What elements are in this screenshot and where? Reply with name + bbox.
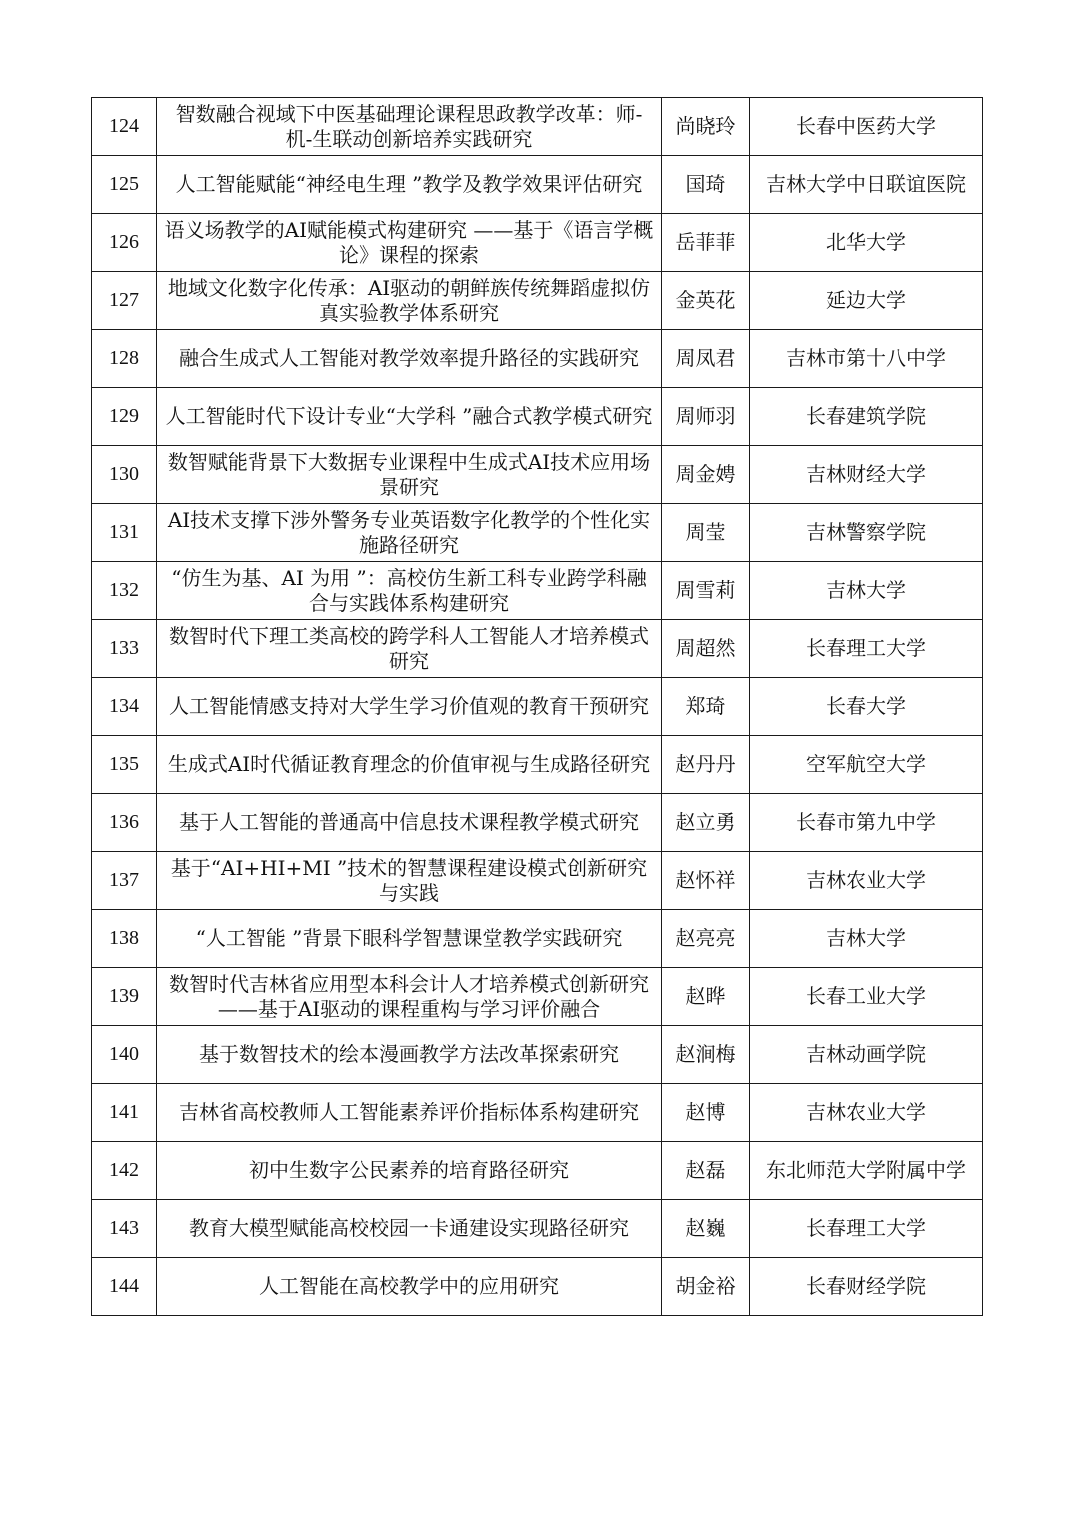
- leader-name: 赵丹丹: [662, 736, 750, 794]
- row-number: 125: [92, 156, 157, 214]
- project-title: 基于“AI+HI+MI ”技术的智慧课程建设模式创新研究与实践: [157, 852, 662, 910]
- leader-name: 周师羽: [662, 388, 750, 446]
- organization: 长春财经学院: [750, 1258, 983, 1316]
- organization: 长春工业大学: [750, 968, 983, 1026]
- project-title: 语义场教学的AI赋能模式构建研究 ——基于《语言学概论》课程的探索: [157, 214, 662, 272]
- project-title: 教育大模型赋能高校校园一卡通建设实现路径研究: [157, 1200, 662, 1258]
- organization: 长春大学: [750, 678, 983, 736]
- project-title: 基于数智技术的绘本漫画教学方法改革探索研究: [157, 1026, 662, 1084]
- project-list-table: [91, 97, 983, 1316]
- leader-name: 周超然: [662, 620, 750, 678]
- project-title: “人工智能 ”背景下眼科学智慧课堂教学实践研究: [157, 910, 662, 968]
- table-row: [92, 736, 983, 794]
- row-number: 134: [92, 678, 157, 736]
- row-number: 132: [92, 562, 157, 620]
- table-row: [92, 504, 983, 562]
- leader-name: 赵博: [662, 1084, 750, 1142]
- table-row: [92, 1084, 983, 1142]
- project-title: 基于人工智能的普通高中信息技术课程教学模式研究: [157, 794, 662, 852]
- project-title: 数智时代下理工类高校的跨学科人工智能人才培养模式研究: [157, 620, 662, 678]
- organization: 吉林动画学院: [750, 1026, 983, 1084]
- row-number: 129: [92, 388, 157, 446]
- project-title: 吉林省高校教师人工智能素养评价指标体系构建研究: [157, 1084, 662, 1142]
- table-row: [92, 678, 983, 736]
- table-row: [92, 214, 983, 272]
- project-title: 融合生成式人工智能对教学效率提升路径的实践研究: [157, 330, 662, 388]
- organization: 吉林财经大学: [750, 446, 983, 504]
- table-row: [92, 272, 983, 330]
- project-title: 数智赋能背景下大数据专业课程中生成式AI技术应用场景研究: [157, 446, 662, 504]
- organization: 长春市第九中学: [750, 794, 983, 852]
- table-row: [92, 562, 983, 620]
- organization: 空军航空大学: [750, 736, 983, 794]
- organization: 长春中医药大学: [750, 98, 983, 156]
- row-number: 138: [92, 910, 157, 968]
- organization: 吉林大学: [750, 910, 983, 968]
- leader-name: 郑琦: [662, 678, 750, 736]
- organization: 长春理工大学: [750, 1200, 983, 1258]
- project-title: “仿生为基、AI 为用 ”：高校仿生新工科专业跨学科融合与实践体系构建研究: [157, 562, 662, 620]
- table-row: [92, 446, 983, 504]
- row-number: 124: [92, 98, 157, 156]
- table-row: [92, 388, 983, 446]
- organization: 东北师范大学附属中学: [750, 1142, 983, 1200]
- project-title: 生成式AI时代循证教育理念的价值审视与生成路径研究: [157, 736, 662, 794]
- table-row: [92, 156, 983, 214]
- row-number: 136: [92, 794, 157, 852]
- table-body: [92, 98, 983, 1316]
- row-number: 133: [92, 620, 157, 678]
- leader-name: 赵晔: [662, 968, 750, 1026]
- leader-name: 周莹: [662, 504, 750, 562]
- table-row: [92, 620, 983, 678]
- leader-name: 胡金裕: [662, 1258, 750, 1316]
- table-row: [92, 852, 983, 910]
- row-number: 141: [92, 1084, 157, 1142]
- row-number: 144: [92, 1258, 157, 1316]
- table-row: [92, 794, 983, 852]
- row-number: 137: [92, 852, 157, 910]
- table-row: [92, 1142, 983, 1200]
- row-number: 143: [92, 1200, 157, 1258]
- table-row: [92, 1200, 983, 1258]
- table-row: [92, 968, 983, 1026]
- leader-name: 赵磊: [662, 1142, 750, 1200]
- row-number: 142: [92, 1142, 157, 1200]
- leader-name: 周金娉: [662, 446, 750, 504]
- leader-name: 岳菲菲: [662, 214, 750, 272]
- leader-name: 金英花: [662, 272, 750, 330]
- row-number: 127: [92, 272, 157, 330]
- organization: 长春建筑学院: [750, 388, 983, 446]
- organization: 吉林大学中日联谊医院: [750, 156, 983, 214]
- organization: 吉林市第十八中学: [750, 330, 983, 388]
- project-title: 初中生数字公民素养的培育路径研究: [157, 1142, 662, 1200]
- project-title: 数智时代吉林省应用型本科会计人才培养模式创新研究——基于AI驱动的课程重构与学习评价融合: [157, 968, 662, 1026]
- row-number: 130: [92, 446, 157, 504]
- organization: 吉林大学: [750, 562, 983, 620]
- table-row: [92, 330, 983, 388]
- organization: 延边大学: [750, 272, 983, 330]
- project-title: 人工智能时代下设计专业“大学科 ”融合式教学模式研究: [157, 388, 662, 446]
- project-title: AI技术支撑下涉外警务专业英语数字化教学的个性化实施路径研究: [157, 504, 662, 562]
- table-row: [92, 1026, 983, 1084]
- project-title: 人工智能赋能“神经电生理 ”教学及教学效果评估研究: [157, 156, 662, 214]
- leader-name: 赵亮亮: [662, 910, 750, 968]
- table-row: [92, 1258, 983, 1316]
- row-number: 128: [92, 330, 157, 388]
- organization: 吉林农业大学: [750, 852, 983, 910]
- row-number: 139: [92, 968, 157, 1026]
- leader-name: 赵巍: [662, 1200, 750, 1258]
- leader-name: 国琦: [662, 156, 750, 214]
- organization: 北华大学: [750, 214, 983, 272]
- project-title: 人工智能情感支持对大学生学习价值观的教育干预研究: [157, 678, 662, 736]
- leader-name: 赵涧梅: [662, 1026, 750, 1084]
- row-number: 131: [92, 504, 157, 562]
- row-number: 135: [92, 736, 157, 794]
- project-title: 人工智能在高校教学中的应用研究: [157, 1258, 662, 1316]
- leader-name: 周凤君: [662, 330, 750, 388]
- leader-name: 周雪莉: [662, 562, 750, 620]
- organization: 长春理工大学: [750, 620, 983, 678]
- row-number: 140: [92, 1026, 157, 1084]
- project-title: 地域文化数字化传承：AI驱动的朝鲜族传统舞蹈虚拟仿真实验教学体系研究: [157, 272, 662, 330]
- leader-name: 尚晓玲: [662, 98, 750, 156]
- project-title: 智数融合视域下中医基础理论课程思政教学改革：师-机-生联动创新培养实践研究: [157, 98, 662, 156]
- table-row: [92, 910, 983, 968]
- leader-name: 赵怀祥: [662, 852, 750, 910]
- organization: 吉林农业大学: [750, 1084, 983, 1142]
- organization: 吉林警察学院: [750, 504, 983, 562]
- leader-name: 赵立勇: [662, 794, 750, 852]
- table-row: [92, 98, 983, 156]
- row-number: 126: [92, 214, 157, 272]
